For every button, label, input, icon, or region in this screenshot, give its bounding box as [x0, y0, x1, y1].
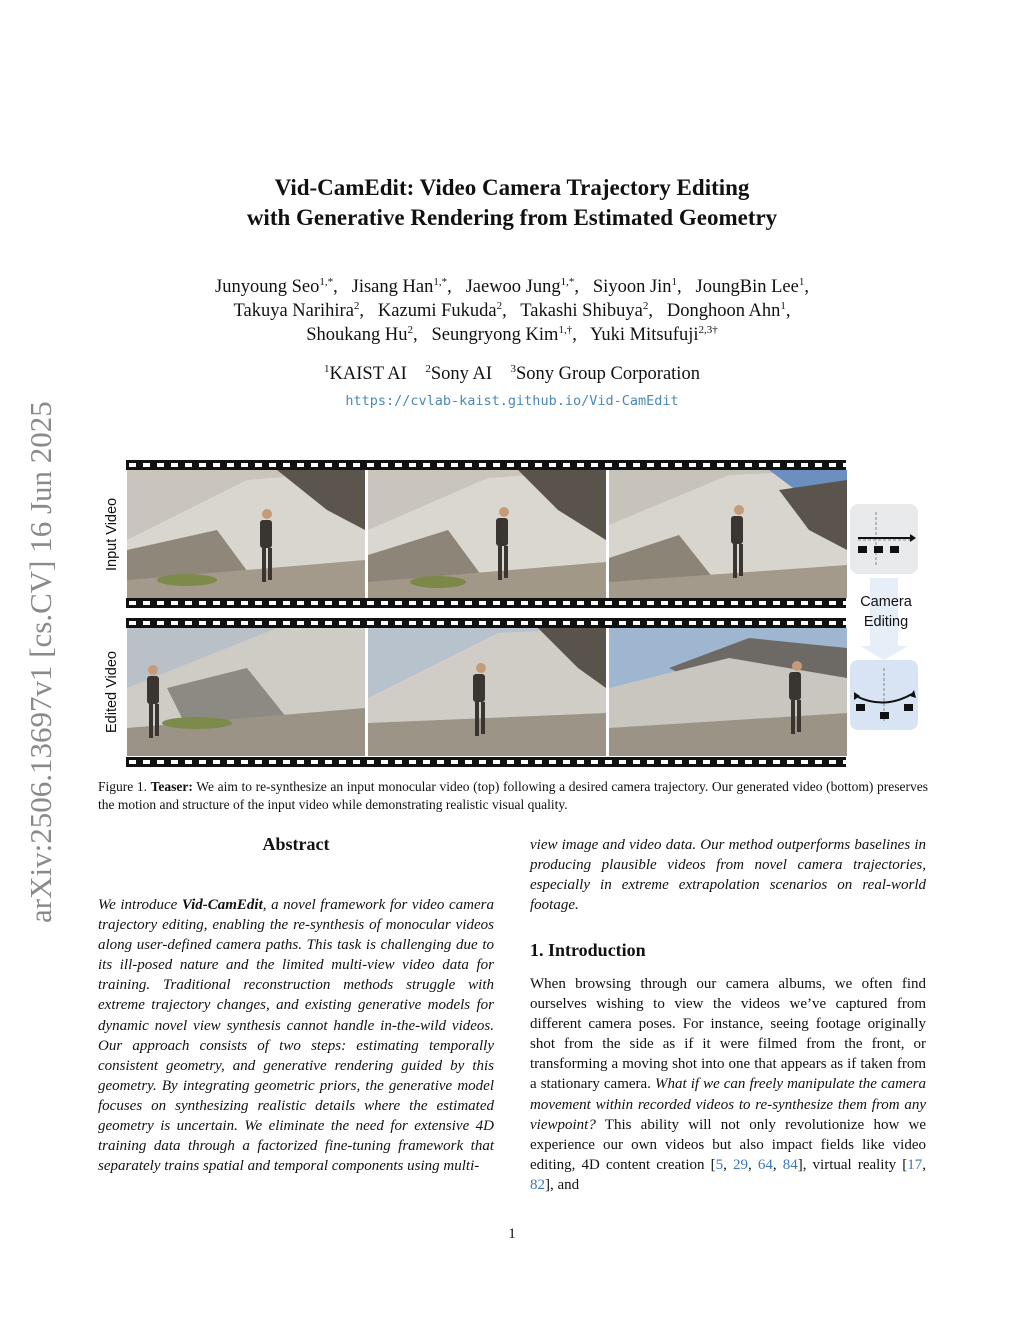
input-trajectory-diagram — [850, 504, 918, 574]
author: Yuki Mitsufuji$^{2,3\dagger}$ — [590, 324, 718, 346]
film-strip-bottom — [126, 757, 846, 767]
authors-line-1: Junyoung Seo$^{1,*}$, Jisang Han$^{1,*}$, Jaewoo Jung$^{1,*}$, Siyoon Jin$^1$, JoungBin Lee$^1$, — [215, 276, 809, 298]
input-frame-1 — [127, 470, 365, 598]
arxiv-identifier: arXiv:2506.13697v1 [cs.CV] 16 Jun 2025 — [23, 401, 58, 923]
input-frame-3 — [609, 470, 847, 598]
title-line-1: Vid-CamEdit: Video Camera Trajectory Editing — [274, 175, 750, 200]
introduction-heading: 1. Introduction — [530, 940, 646, 960]
citation-link[interactable]: 82 — [530, 1176, 545, 1193]
input-frame-2 — [368, 470, 606, 598]
author: Siyoon Jin$^1$ — [592, 276, 678, 298]
row-label-input-video: Input Video — [104, 497, 120, 571]
abstract-continued: view image and video data. Our method outperforms baselines in producing plausible videos from novel camera trajectories, especially in extreme extrapolation scenarios on real-world footage. — [530, 837, 926, 914]
title-line-2: with Generative Rendering from Estimated Geometry — [246, 205, 778, 230]
paper-title — [150, 173, 874, 233]
author: Junyoung Seo$^{1,*}$ — [215, 276, 334, 298]
row-label-edited-video: Edited Video — [104, 651, 120, 733]
edited-frame-2 — [368, 628, 606, 756]
figure-caption: Figure 1. Teaser: We aim to re-synthesize an input monocular video (top) following a desired camera trajectory. Our generated video (bottom) preserves the motion and structure of the input video while demonstrating realistic visual quality. — [98, 779, 929, 812]
author: Kazumi Fukuda$^2$ — [377, 300, 503, 322]
down-arrow-icon — [860, 646, 908, 660]
edited-trajectory-icon — [850, 660, 918, 730]
edited-frame-1 — [127, 628, 365, 756]
author: Donghoon Ahn$^1$ — [666, 300, 786, 322]
author: Takuya Narihira$^2$ — [233, 300, 360, 322]
edited-trajectory-diagram — [850, 660, 918, 730]
camera-editing-line-2: Editing — [863, 614, 909, 630]
input-trajectory-icon — [850, 504, 918, 574]
citation-link[interactable]: 64 — [757, 1156, 773, 1173]
abstract-body: We introduce Vid-CamEdit, a novel framework for video camera trajectory editing, enabling the re-synthesis of monocular videos along user-defined camera paths. This task is challenging due to its ill-posed nature and the limited multi-view video data for training. Traditional reconstruction methods struggle with extreme trajectory changes, and existing generative models for dynamic novel view synthesis cannot handle in-the-wild videos. Our approach consists of two steps: estimating temporally consistent geometry, and generative rendering guided by this geometry. By integrating geometric priors, the generative model focuses on synthesizing realistic details where the estimated geometry is uncertain. We eliminate the need for extensive 4D training data through a factorized fine-tuning framework that separately trains spatial and temporal components using multi- — [98, 897, 494, 1175]
introduction-body: When browsing through our camera albums, we often find ourselves wishing to view the videos we’ve captured from different camera poses. For instance, seeing footage originally shot from the side as if it were filmed from the front, or transforming a moving shot into one that appears as if taken from a stationary camera. What if we can freely manipulate the camera movement within recorded videos to re-synthesize them from any viewpoint? This ability will not only revolutionize how we experience our own videos but also impact fields like video editing, 4D content creation [5, 29, 64, 84], virtual reality [17, 82], and — [530, 976, 926, 1193]
camera-editing-label — [842, 592, 930, 632]
citation-link[interactable]: 84 — [782, 1156, 798, 1173]
project-url-link[interactable]: https://cvlab-kaist.github.io/Vid-CamEdit — [345, 393, 679, 409]
author: Seungryong Kim$^{1,\dagger}$ — [431, 324, 573, 346]
author: Jisang Han$^{1,*}$ — [351, 276, 448, 298]
camera-editing-line-1: Camera — [860, 594, 912, 610]
abstract-heading: Abstract — [262, 834, 330, 854]
citation-link[interactable]: 17 — [907, 1156, 923, 1173]
author: Shoukang Hu$^2$ — [306, 324, 414, 346]
film-strip-top — [126, 460, 846, 470]
citation-link[interactable]: 5 — [715, 1156, 724, 1173]
film-strip-middle-b — [126, 618, 846, 628]
authors-line-2: Takuya Narihira$^2$, Kazumi Fukuda$^2$, Takashi Shibuya$^2$, Donghoon Ahn$^1$, — [233, 300, 791, 322]
author: JoungBin Lee$^1$ — [695, 276, 805, 298]
author: Jaewoo Jung$^{1,*}$ — [465, 276, 575, 298]
affiliations: $^1$KAIST AI $^2$Sony AI $^3$Sony Group Corporation — [324, 363, 700, 385]
citation-link[interactable]: 29 — [732, 1156, 748, 1173]
author: Takashi Shibuya$^2$ — [520, 300, 649, 322]
authors-line-3: Shoukang Hu$^2$, Seungryong Kim$^{1,\dagger}$, Yuki Mitsufuji$^{2,3\dagger}$ — [306, 324, 718, 346]
film-strip-middle-a — [126, 598, 846, 608]
edited-frame-3 — [609, 628, 847, 756]
page-number: 1 — [508, 1226, 516, 1242]
